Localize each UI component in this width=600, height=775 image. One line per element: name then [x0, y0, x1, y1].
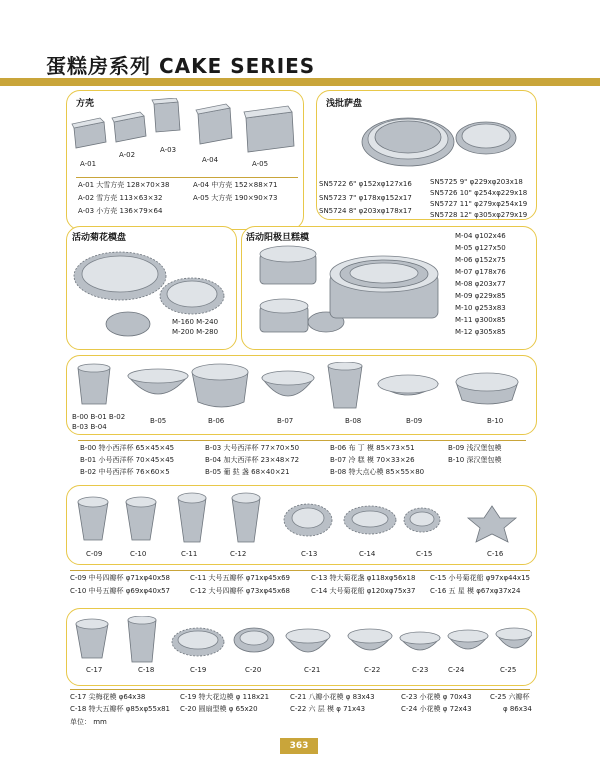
mold-c17	[76, 619, 108, 658]
flute-code-c09: C-09	[86, 550, 103, 558]
round-pan-small-top	[260, 246, 316, 284]
mold-code-c24: C-24	[448, 666, 465, 674]
round-spec-m11: M-11 φ300x85	[455, 316, 506, 324]
loaf-spec-a05: A-05 大方壳 190×90×73	[193, 194, 278, 202]
round-label: 活动阳极旦糕模	[246, 233, 310, 243]
flute-code-c14: C-14	[359, 550, 376, 558]
mold-spec-c19: C-19 特大花边模 φ 118x21	[180, 693, 270, 701]
mold-spec-c20: C-20 圆扇型模 φ 65x20	[180, 705, 258, 713]
unit-note: 单位： mm	[70, 718, 107, 726]
cups-code-b08: B-08	[345, 417, 362, 425]
cups-spec-b01: B-01 小号西洋杯 70×45×45	[80, 456, 175, 464]
cups-code-b03-b04: B-03 B-04	[72, 423, 107, 431]
flute-c14	[344, 506, 396, 534]
cups-spec-b02: B-02 中号西洋杯 76×60×5	[80, 468, 170, 476]
cups-spec-b08: B-08 特大点心模 85×55×80	[330, 468, 425, 476]
cups-spec-b03: B-03 大号西洋杯 77×70×50	[205, 444, 300, 452]
cup-b10	[456, 373, 518, 404]
mold-code-c25: C-25	[500, 666, 517, 674]
tart-code-row2: M-200 M-280	[172, 328, 219, 336]
flute-spec-c13: C-13 特大菊花盏 φ118xφ56x18	[311, 574, 416, 582]
mold-c18	[128, 616, 156, 662]
mold-code-c23: C-23	[412, 666, 429, 674]
molds-image	[72, 616, 532, 666]
mold-code-c19: C-19	[190, 666, 207, 674]
mold-spec-c23: C-23 小花模 φ 70x43	[401, 693, 472, 701]
tart-label: 活动菊花模盘	[72, 233, 127, 243]
loaf-pans-image	[70, 98, 302, 160]
flute-code-c12: C-12	[230, 550, 247, 558]
cups-code-b10: B-10	[487, 417, 504, 425]
cups-code-b07: B-07	[277, 417, 294, 425]
page-title: 蛋糕房系列 CAKE SERIES	[46, 54, 316, 78]
flute-c09	[78, 497, 108, 540]
flutes-rule	[70, 570, 530, 571]
mold-spec-c24: C-24 小花模 φ 72x43	[401, 705, 472, 713]
mold-spec-c21: C-21 八瓣小花模 φ 83x43	[290, 693, 375, 701]
round-spec-m06: M-06 φ152x75	[455, 256, 506, 264]
cups-image	[72, 362, 532, 412]
pizza-spec-sn5726: SN5726 10" φ254xφ229x18	[430, 189, 528, 197]
mold-spec-c18: C-18 特大五瓣杯 φ85xφ55x81	[70, 705, 171, 713]
round-spec-m12: M-12 φ305x85	[455, 328, 506, 336]
pizza-spec-sn5722: SN5722 6" φ152xφ127x16	[319, 180, 412, 188]
flute-code-c10: C-10	[130, 550, 147, 558]
loaf-code-a01: A-01	[80, 160, 97, 168]
loaf-spec-a04: A-04 中方壳 152×88×71	[193, 181, 278, 189]
flute-spec-c14: C-14 大号菊花船 φ120xφ75x37	[311, 587, 416, 595]
cup-b05	[128, 369, 188, 394]
pizza-pan-stack-3	[375, 121, 441, 153]
flute-spec-c09: C-09 中号四瓣杯 φ71xφ40x58	[70, 574, 171, 582]
flute-c10	[126, 497, 156, 540]
cups-spec-b09: B-09 浅汉堡包模	[448, 444, 502, 452]
round-spec-m10: M-10 φ253x83	[455, 304, 506, 312]
page-number: 363	[280, 738, 318, 754]
pizza-pans-image	[360, 108, 520, 170]
title-bar	[0, 78, 600, 86]
flute-spec-c16: C-16 五 星 模 φ67xφ37x24	[430, 587, 521, 595]
cups-spec-b10: B-10 深汉堡包模	[448, 456, 502, 464]
loaf-label: 方壳	[76, 99, 95, 109]
loaf-pan-a03	[152, 98, 180, 132]
loaf-spec-a02: A-02 雪方壳 113×63×32	[78, 194, 163, 202]
loaf-pan-a02	[112, 112, 146, 142]
round-spec-m04: M-04 φ102x46	[455, 232, 506, 240]
cup-b08	[328, 362, 362, 408]
mold-code-c21: C-21	[304, 666, 321, 674]
loaf-code-a03: A-03	[160, 146, 177, 154]
mold-c21	[286, 629, 330, 652]
cups-rule	[78, 440, 526, 441]
flute-c13	[284, 504, 332, 536]
tart-pan-base	[106, 312, 150, 336]
round-spec-m08: M-08 φ203x77	[455, 280, 506, 288]
mold-spec-c25-size: φ 86x34	[503, 705, 532, 713]
round-pan-small-bottom	[260, 299, 308, 332]
pizza-spec-sn5728: SN5728 12" φ305xφ279x19	[430, 211, 528, 219]
loaf-rule	[76, 177, 298, 178]
loaf-pan-a05	[244, 106, 294, 152]
cup-b09	[378, 375, 438, 395]
cups-code-b06: B-06	[208, 417, 225, 425]
flute-c15	[404, 508, 440, 532]
round-spec-m07: M-07 φ178x76	[455, 268, 506, 276]
mold-c25	[496, 628, 532, 648]
loaf-pan-a04	[196, 104, 232, 144]
cups-spec-b04: B-04 加大西洋杯 23×48×72	[205, 456, 300, 464]
loaf-spec-a01: A-01 大雪方壳 128×70×38	[78, 181, 170, 189]
tart-pan-large-inner	[82, 256, 158, 292]
flute-c11	[178, 493, 206, 542]
flute-spec-c10: C-10 中号五瓣杯 φ69xφ40x57	[70, 587, 171, 595]
cups-code-b05: B-05	[150, 417, 167, 425]
mold-c22	[348, 629, 392, 650]
loaf-code-a04: A-04	[202, 156, 219, 164]
flute-code-c11: C-11	[181, 550, 198, 558]
flute-c12	[232, 493, 260, 542]
cups-spec-b07: B-07 冷 糕 模 70×33×26	[330, 456, 415, 464]
flute-code-c16: C-16	[487, 550, 504, 558]
round-spec-m05: M-05 φ127x50	[455, 244, 506, 252]
mold-code-c20: C-20	[245, 666, 262, 674]
round-pan-stack	[330, 256, 438, 318]
cup-b06	[192, 364, 248, 407]
flute-code-c13: C-13	[301, 550, 318, 558]
cup-b07	[262, 371, 314, 396]
cups-spec-b06: B-06 布 丁 模 85×73×51	[330, 444, 415, 452]
molds-rule	[70, 689, 530, 690]
mold-code-c18: C-18	[138, 666, 155, 674]
loaf-spec-a03: A-03 小方壳 136×79×64	[78, 207, 163, 215]
loaf-pan-a01	[72, 118, 106, 148]
mold-code-c22: C-22	[364, 666, 381, 674]
mold-spec-c22: C-22 六 层 模 φ 71x43	[290, 705, 366, 713]
mold-code-c17: C-17	[86, 666, 103, 674]
flute-spec-c12: C-12 大号四瓣杯 φ73xφ45x68	[190, 587, 291, 595]
pizza-spec-sn5723: SN5723 7" φ178xφ152x17	[319, 194, 412, 202]
loaf-code-a02: A-02	[119, 151, 136, 159]
flute-spec-c15: C-15 小号菊花船 φ97xφ44x15	[430, 574, 531, 582]
flute-spec-c11: C-11 大号五瓣杯 φ71xφ45x69	[190, 574, 291, 582]
flutes-image	[72, 492, 532, 548]
cups-spec-b00: B-00 特小西洋杯 65×45×45	[80, 444, 175, 452]
round-pans-image	[254, 244, 444, 344]
pizza-pan-single-inner	[462, 124, 510, 148]
mold-c24	[448, 630, 488, 649]
pizza-spec-sn5725: SN5725 9" φ229xφ203x18	[430, 178, 523, 186]
mold-c20	[234, 628, 274, 652]
tart-pan-medium-inner	[167, 281, 217, 307]
pizza-spec-sn5724: SN5724 8" φ203xφ178x17	[319, 207, 412, 215]
pizza-label: 浅批萨盘	[326, 99, 363, 109]
flute-code-c15: C-15	[416, 550, 433, 558]
mold-c19	[172, 628, 224, 656]
tart-code-row1: M-160 M-240	[172, 318, 219, 326]
cups-spec-b05: B-05 葡 挞 盏 68×40×21	[205, 468, 290, 476]
cups-code-b00-b02: B-00 B-01 B-02	[72, 413, 126, 421]
loaf-code-a05: A-05	[252, 160, 269, 168]
round-spec-m09: M-09 φ229x85	[455, 292, 506, 300]
pizza-spec-sn5727: SN5727 11" φ279xφ254x19	[430, 200, 528, 208]
mold-c23	[400, 632, 440, 650]
mold-spec-c17: C-17 尖梅花模 φ64x38	[70, 693, 146, 701]
mold-spec-c25: C-25 六瓣杯	[490, 693, 530, 701]
cups-code-b09: B-09	[406, 417, 423, 425]
flute-c16	[468, 506, 516, 542]
cup-b00	[78, 364, 110, 404]
